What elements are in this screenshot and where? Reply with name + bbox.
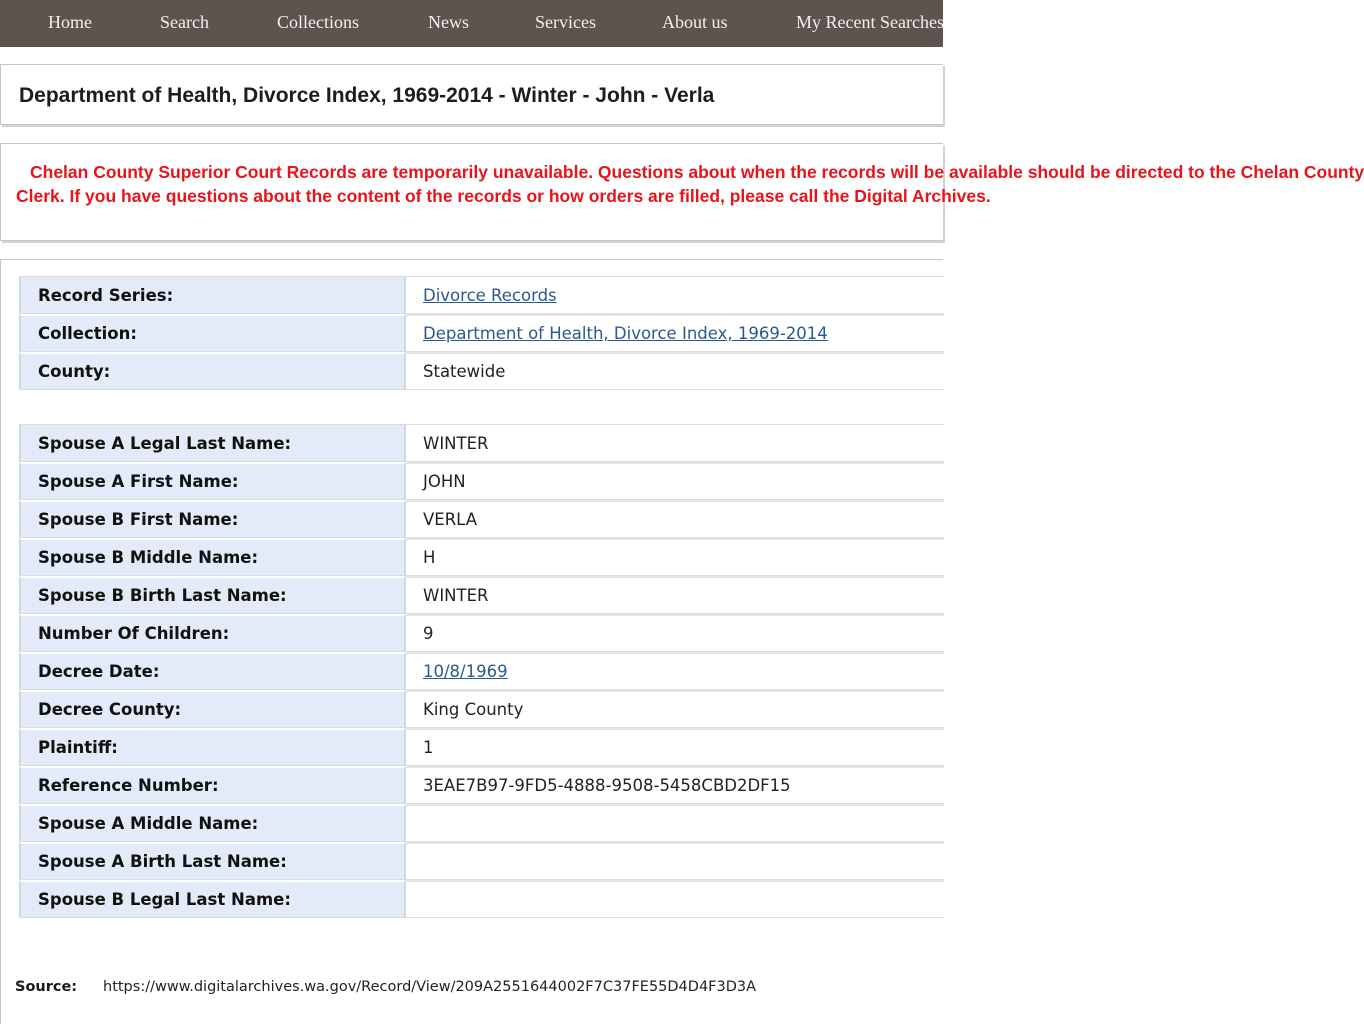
spouse-b-legal-last-name-value-cell [406, 880, 944, 918]
county-label: County: [19, 352, 406, 390]
table-row [19, 500, 944, 538]
record-details-panel [0, 259, 943, 1024]
table-row [19, 462, 944, 500]
nav-my-recent-searches[interactable]: My Recent Searches [796, 12, 944, 32]
spouse-a-middle-name-value-cell [406, 804, 944, 842]
nav-collections[interactable]: Collections [277, 12, 359, 32]
spouse-a-middle-name-label: Spouse A Middle Name: [19, 804, 406, 842]
nav-search[interactable]: Search [160, 12, 209, 32]
page-title: Department of Health, Divorce Index, 1969-2014 - Winter - John - Verla [19, 84, 715, 107]
county-value-cell: Statewide [406, 352, 944, 390]
table-row [19, 576, 944, 614]
table-row [19, 728, 944, 766]
number-of-children-value-cell: 9 [406, 614, 944, 652]
nav-home[interactable]: Home [48, 12, 92, 32]
table-row [19, 766, 944, 804]
number-of-children-label: Number Of Children: [19, 614, 406, 652]
source-line [15, 979, 757, 995]
table-row [19, 880, 944, 918]
table-row [19, 276, 944, 314]
table-row [19, 842, 944, 880]
alert-message-line-1: Chelan County Superior Court Records are temporarily unavailable. Questions about when the records will be available should be directed to the Chelan County [30, 162, 1364, 182]
record-series-label: Record Series: [19, 276, 406, 314]
spouse-b-first-name-value-cell: VERLA [406, 500, 944, 538]
plaintiff-label: Plaintiff: [19, 728, 406, 766]
spouse-a-first-name-label: Spouse A First Name: [19, 462, 406, 500]
spouse-b-first-name-label: Spouse B First Name: [19, 500, 406, 538]
spouse-b-middle-name-label: Spouse B Middle Name: [19, 538, 406, 576]
table-row [19, 538, 944, 576]
table-row [19, 424, 944, 462]
spouse-a-legal-last-name-value-cell: WINTER [406, 424, 944, 462]
nav-services[interactable]: Services [535, 12, 596, 32]
table-row [19, 652, 944, 690]
spouse-b-legal-last-name-label: Spouse B Legal Last Name: [19, 880, 406, 918]
plaintiff-value-cell: 1 [406, 728, 944, 766]
record-series-value-cell [406, 276, 944, 314]
table-row [19, 690, 944, 728]
table-row [19, 614, 944, 652]
nav-news[interactable]: News [428, 12, 469, 32]
table-row [19, 352, 944, 390]
spouse-b-birth-last-name-label: Spouse B Birth Last Name: [19, 576, 406, 614]
decree-county-label: Decree County: [19, 690, 406, 728]
reference-number-label: Reference Number: [19, 766, 406, 804]
spouse-a-legal-last-name-label: Spouse A Legal Last Name: [19, 424, 406, 462]
title-panel [0, 64, 943, 125]
alert-message-line-2: Clerk. If you have questions about the content of the records or how orders are filled, please call the Digital Archives. [16, 186, 991, 206]
spouse-b-birth-last-name-value-cell: WINTER [406, 576, 944, 614]
collection-value-cell [406, 314, 944, 352]
collection-link[interactable]: Department of Health, Divorce Index, 1969-2014 [423, 324, 828, 343]
spouse-b-middle-name-value-cell: H [406, 538, 944, 576]
alert-panel [0, 143, 1364, 241]
spouse-a-birth-last-name-value-cell [406, 842, 944, 880]
source-url: https://www.digitalarchives.wa.gov/Record/View/209A2551644002F7C37FE55D4D4F3D3A [103, 979, 757, 995]
decree-date-link[interactable]: 10/8/1969 [423, 662, 508, 681]
decree-county-value-cell: King County [406, 690, 944, 728]
source-label: Source: [15, 979, 78, 995]
record-fields-table [19, 424, 944, 918]
decree-date-label: Decree Date: [19, 652, 406, 690]
nav-about-us[interactable]: About us [662, 12, 728, 32]
record-info-table [19, 276, 944, 390]
spouse-a-first-name-value-cell: JOHN [406, 462, 944, 500]
record-series-link[interactable]: Divorce Records [423, 285, 557, 305]
spouse-a-birth-last-name-label: Spouse A Birth Last Name: [19, 842, 406, 880]
top-navigation-bar [0, 0, 943, 47]
decree-date-value-cell [406, 652, 944, 690]
table-row [19, 314, 944, 352]
collection-label: Collection: [19, 314, 406, 352]
table-row [19, 804, 944, 842]
reference-number-value-cell: 3EAE7B97-9FD5-4888-9508-5458CBD2DF15 [406, 766, 944, 804]
